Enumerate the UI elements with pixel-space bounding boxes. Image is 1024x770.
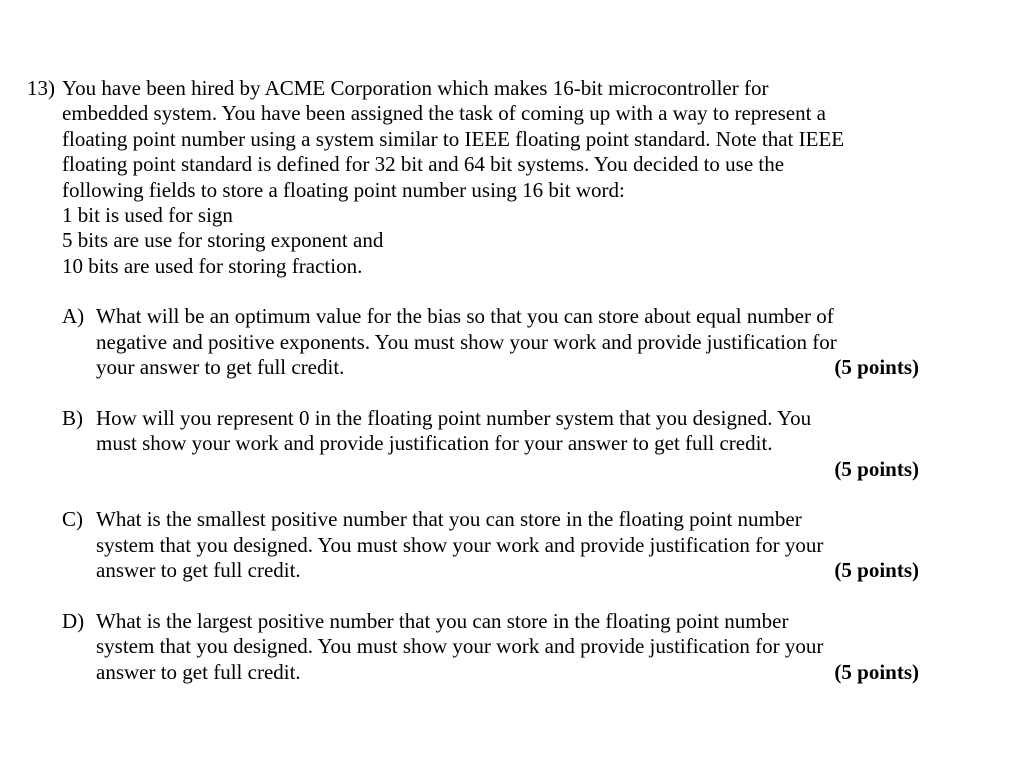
question-parts [27,304,927,685]
part-line: What is the largest positive number that you can store in the floating point number [96,609,789,634]
points-label: (5 points) [834,355,919,380]
part-last-line [96,558,919,583]
part-line: How will you represent 0 in the floating point number system that you designed. You [96,405,812,430]
part-letter: D) [62,609,85,634]
part-line: your answer to get full credit. [96,355,345,380]
field-sign-line: 1 bit is used for sign [62,203,233,228]
points-label: (5 points) [834,659,919,684]
part-letter: A) [62,304,85,329]
part-line: answer to get full credit. [96,558,301,583]
part-letter: B) [62,405,83,430]
points-label: (5 points) [834,558,919,583]
part-line: negative and positive exponents. You must show your work and provide justification for [96,329,837,354]
part-line: system that you designed. You must show your work and provide justification for your [96,532,824,557]
part-letter: C) [62,507,83,532]
field-exponent-line: 5 bits are use for storing exponent and [62,228,384,253]
intro-line: following fields to store a floating point number using 16 bit word: [62,177,625,202]
part-line: What will be an optimum value for the bias so that you can store about equal number of [96,304,834,329]
part-d [27,609,919,685]
part-last-line [96,660,919,685]
intro-line: You have been hired by ACME Corporation which makes 16-bit microcontroller for [62,76,769,100]
question-13 [27,76,927,711]
question-intro [27,76,927,279]
points-label: (5 points) [834,456,919,481]
part-line: What is the smallest positive number that you can store in the floating point number [96,507,802,532]
intro-line: floating point standard is defined for 32 bit and 64 bit systems. You decided to use the [62,152,785,177]
part-line: answer to get full credit. [96,659,301,684]
part-last-line [96,355,919,380]
part-c [27,507,919,583]
field-fraction-line: 10 bits are used for storing fraction. [62,253,363,278]
part-b [27,406,919,482]
intro-line: embedded system. You have been assigned the task of coming up with a way to represent a [62,101,826,126]
part-line: must show your work and provide justification for your answer to get full credit. [96,431,773,456]
part-line: system that you designed. You must show your work and provide justification for your [96,634,824,659]
intro-line: floating point number using a system similar to IEEE floating point standard. Note that IEEE [62,126,845,151]
part-a [27,304,919,380]
question-number: 13) [27,76,55,100]
